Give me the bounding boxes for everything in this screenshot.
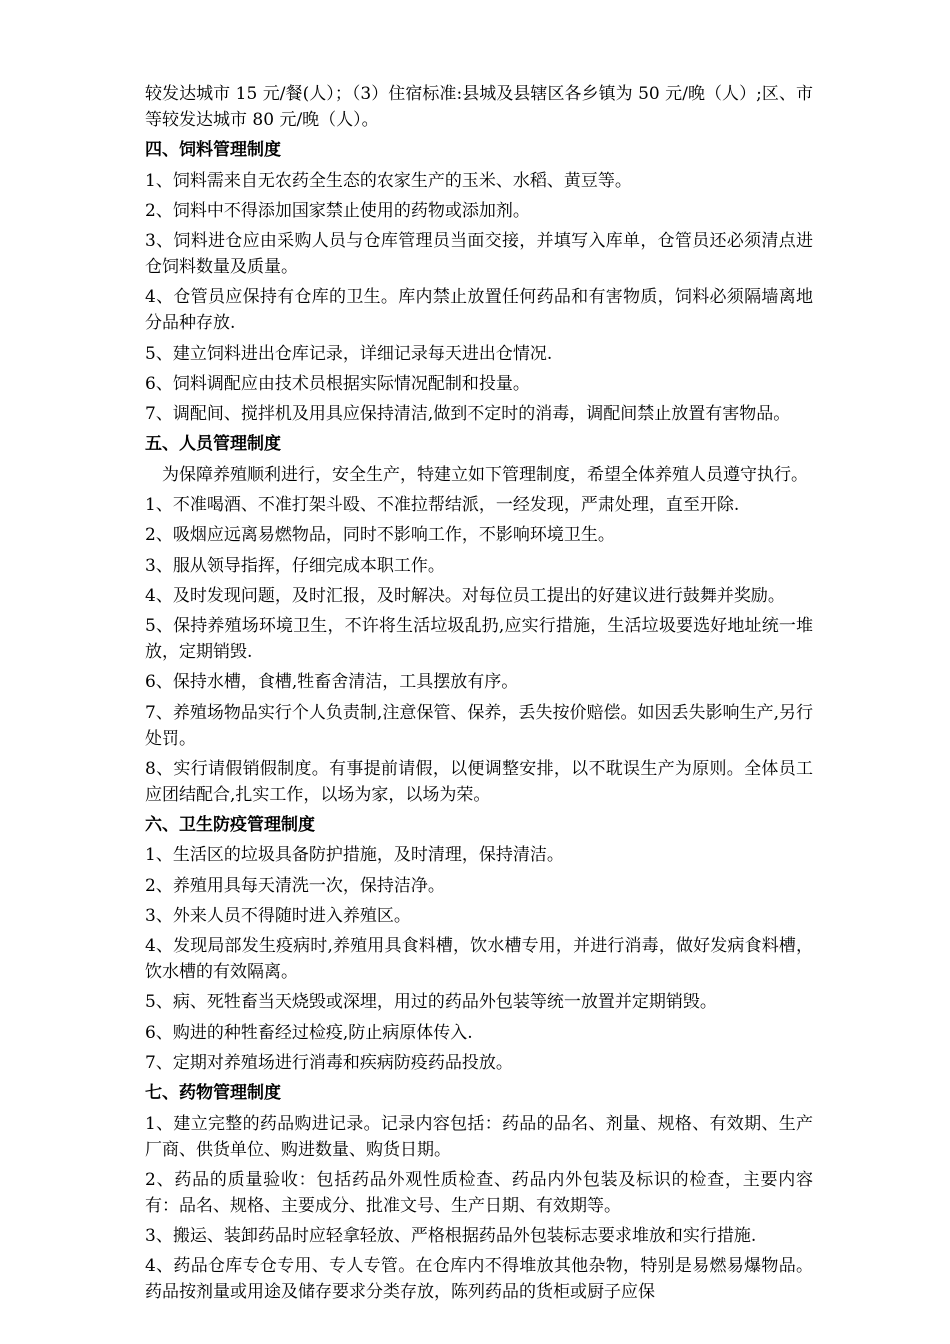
section-heading: 五、人员管理制度 (145, 434, 281, 455)
list-item: 7、调配间、搅拌机及用具应保持清洁,做到不定时的消毒，调配间禁止放置有害物品。 (145, 404, 791, 425)
list-item: 2、吸烟应远离易燃物品，同时不影响工作，不影响环境卫生。 (145, 525, 615, 546)
list-item: 1、饲料需来自无农药全生态的农家生产的玉米、水稻、黄豆等。 (145, 170, 632, 191)
list-item: 7、养殖场物品实行个人负责制,注意保管、保养，丢失按价赔偿。如因丢失影响生产,另行处罚。 (145, 702, 813, 749)
list-item: 4、仓管员应保持有仓库的卫生。库内禁止放置任何药品和有害物质，饲料必须隔墙离地分品种存放. (145, 287, 813, 334)
section-drug-management (145, 1081, 813, 1306)
list-item: 7、定期对养殖场进行消毒和疾病防疫药品投放。 (145, 1053, 513, 1074)
document-page (145, 82, 813, 1311)
list-item: 2、饲料中不得添加国家禁止使用的药物或添加剂。 (145, 200, 530, 221)
section-heading: 六、卫生防疫管理制度 (145, 815, 315, 836)
section-feed-management (145, 138, 813, 428)
list-item: 6、保持水槽，食槽,牲畜舍清洁，工具摆放有序。 (145, 672, 519, 693)
list-item: 4、发现局部发生疫病时,养殖用具食料槽，饮水槽专用，并进行消毒，做好发病食料槽，饮水槽的有效隔离。 (145, 936, 813, 983)
list-item: 1、不准喝酒、不准打架斗殴、不准拉帮结派，一经发现，严肃处理，直至开除. (145, 494, 740, 515)
list-item: 1、建立完整的药品购进记录。记录内容包括：药品的品名、剂量、规格、有效期、生产厂商、供货单位、购进数量、购货日期。 (145, 1113, 813, 1160)
list-item: 2、养殖用具每天清洗一次，保持洁净。 (145, 875, 445, 896)
list-item: 3、饲料进仓应由采购人员与仓库管理员当面交接，并填写入库单，仓管员还必须清点进仓饲料数量及质量。 (145, 231, 813, 277)
list-item: 3、搬运、装卸药品时应轻拿轻放、严格根据药品外包装标志要求堆放和实行措施. (145, 1226, 757, 1247)
list-item: 8、实行请假销假制度。有事提前请假，以便调整安排，以不耽误生产为原则。全体员工应团结配合,扎实工作，以场为家，以场为荣。 (145, 758, 813, 805)
section-heading: 七、药物管理制度 (145, 1083, 281, 1104)
list-item: 5、保持养殖场环境卫生，不许将生活垃圾乱扔,应实行措施，生活垃圾要选好地址统一堆放，定期销毁. (145, 616, 813, 663)
list-item: 6、饲料调配应由技术员根据实际情况配制和投量。 (145, 373, 530, 394)
list-item: 2、药品的质量验收：包括药品外观性质检查、药品内外包装及标识的检查，主要内容有：品名、规格、主要成分、批准文号、生产日期、有效期等。 (145, 1169, 813, 1216)
intro-paragraph: 较发达城市 15 元/餐(人）；（3）住宿标准:县城及县辖区各乡镇为 50 元/晚（人）;区、市等较发达城市 80 元/晚（人）。 (145, 84, 813, 130)
list-item: 3、外来人员不得随时进入养殖区。 (145, 905, 411, 926)
list-item: 4、药品仓库专仓专用、专人专管。在仓库内不得堆放其他杂物，特别是易燃易爆物品。药品按剂量或用途及储存要求分类存放，陈列药品的货柜或厨子应保 (145, 1256, 813, 1303)
section-personnel-management (145, 432, 813, 808)
section-sanitation-epidemic-prevention (145, 813, 813, 1077)
list-item: 5、病、死牲畜当天烧毁或深埋，用过的药品外包装等统一放置并定期销毁。 (145, 992, 717, 1013)
section-lead-paragraph: 为保障养殖顺利进行，安全生产，特建立如下管理制度，希望全体养殖人员遵守执行。 (162, 464, 808, 485)
section-heading: 四、饲料管理制度 (145, 140, 281, 161)
list-item: 6、购进的种牲畜经过检疫,防止病原体传入. (145, 1022, 473, 1043)
list-item: 3、服从领导指挥，仔细完成本职工作。 (145, 555, 445, 576)
list-item: 5、建立饲料进出仓库记录，详细记录每天进出仓情况. (145, 343, 553, 364)
list-item: 4、及时发现问题，及时汇报，及时解决。对每位员工提出的好建议进行鼓舞并奖励。 (145, 585, 785, 606)
list-item: 1、生活区的垃圾具备防护措施，及时清理，保持清洁。 (145, 845, 564, 866)
